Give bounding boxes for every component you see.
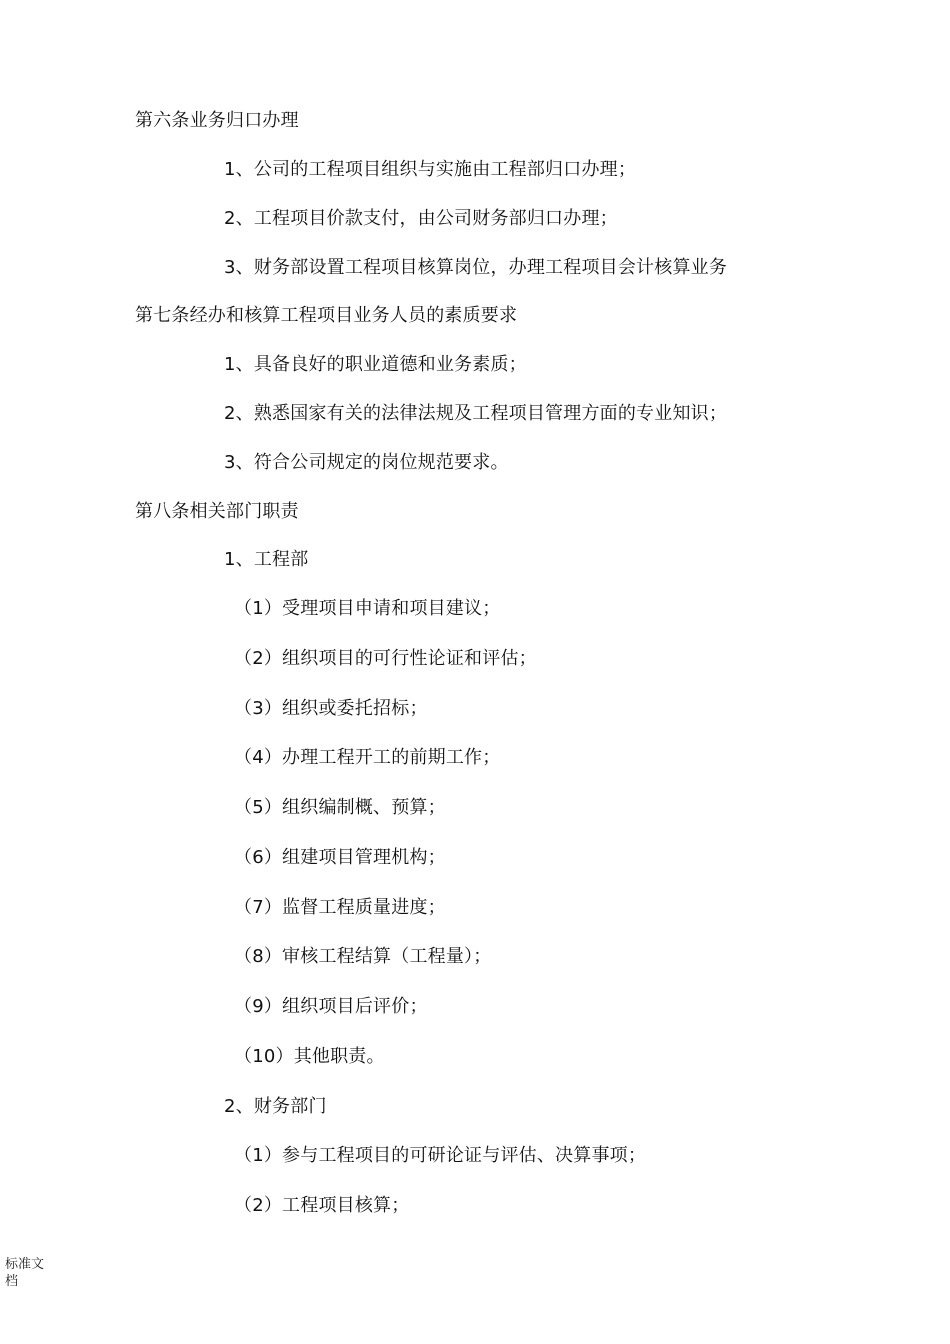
paragraph-item: 2、熟悉国家有关的法律法规及工程项目管理方面的专业知识； [224,403,728,424]
sub-item: （7）监督工程质量进度； [234,897,446,918]
sub-item: （4）办理工程开工的前期工作； [234,747,501,768]
article-7-heading: 第七条经办和核算工程项目业务人员的素质要求 [135,305,518,326]
sub-item: （6）组建项目管理机构； [234,847,446,868]
sub-item: （1）参与工程项目的可研论证与评估、决算事项； [234,1145,647,1166]
section-heading: 1、工程部 [224,549,309,570]
sub-item: （8）审核工程结算（工程量）； [234,946,492,967]
sub-item: （2）工程项目核算； [234,1195,410,1216]
sub-item: （3）组织或委托招标； [234,698,428,719]
sub-item: （2）组织项目的可行性论证和评估； [234,648,537,669]
paragraph-item: 3、财务部设置工程项目核算岗位，办理工程项目会计核算业务 [224,257,728,278]
paragraph-item: 2、工程项目价款支付，由公司财务部归口办理； [224,208,618,229]
paragraph-item: 3、符合公司规定的岗位规范要求。 [224,452,509,473]
sub-item: （1）受理项目申请和项目建议； [234,598,501,619]
sub-item: （10）其他职责。 [234,1046,385,1067]
article-6-heading: 第六条业务归口办理 [135,110,299,131]
article-8-heading: 第八条相关部门职责 [135,501,299,522]
paragraph-item: 1、公司的工程项目组织与实施由工程部归口办理； [224,159,637,180]
footer-label: 标准文档 [5,1257,45,1289]
paragraph-item: 1、具备良好的职业道德和业务素质； [224,354,527,375]
sub-item: （5）组织编制概、预算； [234,797,446,818]
sub-item: （9）组织项目后评价； [234,996,428,1017]
section-heading: 2、财务部门 [224,1096,327,1117]
